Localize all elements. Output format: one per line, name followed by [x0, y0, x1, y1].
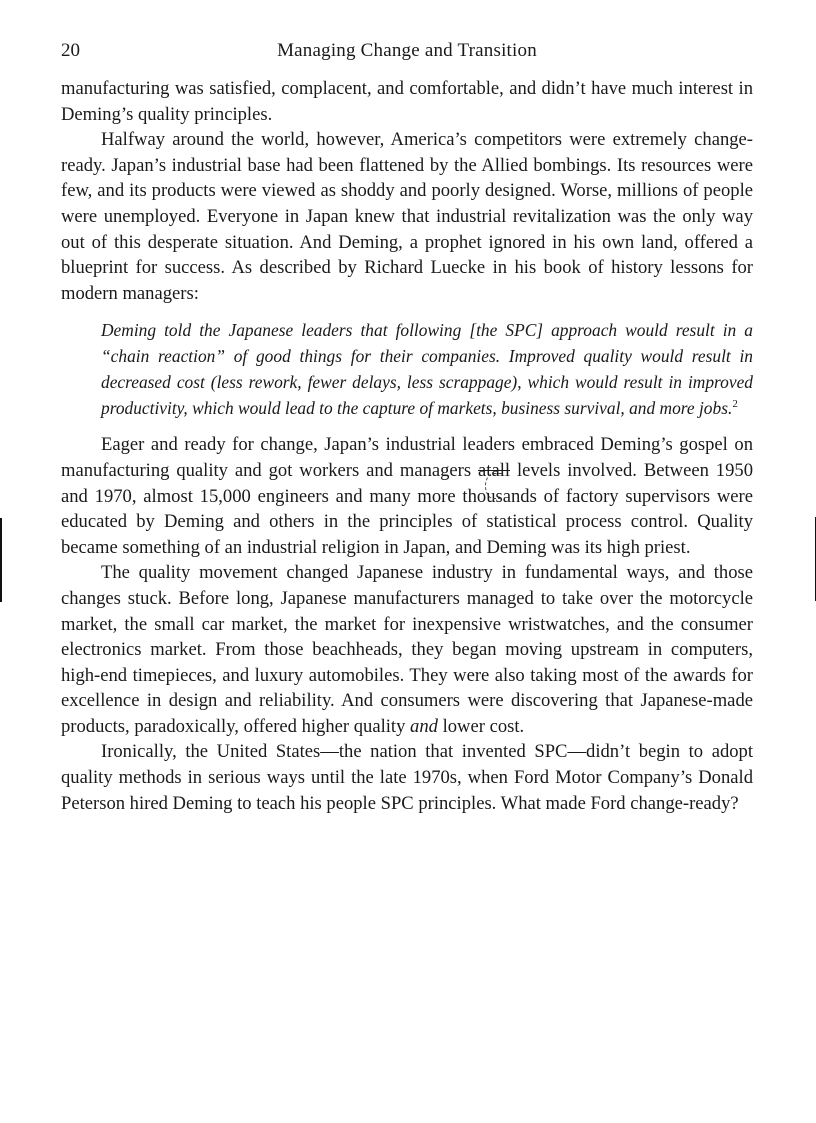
struck-word-at: at [478, 459, 492, 481]
change-bar-left [0, 518, 2, 602]
paragraph-quality-after: lower cost. [437, 715, 525, 737]
paragraph-continued: manufacturing was satisfied, complacent, and comfortable, and didn’t have much interest in Deming’s quality principles. [61, 78, 753, 125]
footnote-marker: 2 [732, 398, 738, 411]
paragraph-eager-after: levels involved. Between 1950 and 1970, almost 15,000 engineers and many more thousands of factory supervisors were educated by Deming and others in the principles of statistical process control. Quality became something of an industrial religion in Japan, and Deming was its high priest. [61, 459, 753, 558]
running-head [61, 38, 753, 64]
paragraph-quality-before: The quality movement changed Japanese industry in fundamental ways, and those changes stuck. Before long, Japanese manufacturers managed to take over the motorcycle market, the small car market, the market for inexpensive wristwatches, and the consumer electronics market. From those beachheads, they began moving upstream in computers, high-end timepieces, and luxury automobiles. They were also taking most of the awards for excellence in design and reliability. And consumers were discovering that Japanese-made products, paradoxically, offered higher quality [61, 562, 753, 737]
book-page [61, 38, 753, 816]
emphasis-and: and [410, 715, 438, 737]
body-text [61, 76, 753, 816]
page-number: 20 [61, 40, 80, 61]
struck-word-all: all [491, 459, 511, 481]
paragraph-ironically: Ironically, the United States—the nation that invented SPC—didn’t begin to adopt quality methods in serious ways until the late 1970s, when Ford Motor Company’s Donald Peterson hired Deming to teach his people SPC principles. What made Ford change-ready? [61, 741, 753, 814]
running-title: Managing Change and Transition [277, 40, 537, 61]
block-quote [101, 317, 753, 421]
paragraph-quality-movement [61, 560, 753, 739]
paragraph-eager-before: Eager and ready for change, Japan’s industrial leaders embraced Deming’s gospel on manufacturing quality and got workers and managers [61, 434, 753, 481]
quote-text: Deming told the Japanese leaders that following [the SPC] approach would result in a “chain reaction” of good things for their companies. Improved quality would result in decreased cost (less rework, fewer delays, less scrappage), which would result in improved productivity, which would lead to the capture of markets, business survival, and more jobs. [101, 320, 753, 419]
paragraph-eager [61, 432, 753, 560]
paragraph-halfway: Halfway around the world, however, America’s competitors were extremely change-ready. Japan’s industrial base had been flattened by the Allied bombings. Its resources were few, and its products were viewed as shoddy and poorly designed. Worse, millions of people were unemployed. Everyone in Japan knew that industrial revitalization was the only way out of this desperate situation. And Deming, a prophet ignored in his own land, offered a blueprint for success. As described by Richard Luecke in his book of history lessons for modern managers: [61, 129, 753, 304]
